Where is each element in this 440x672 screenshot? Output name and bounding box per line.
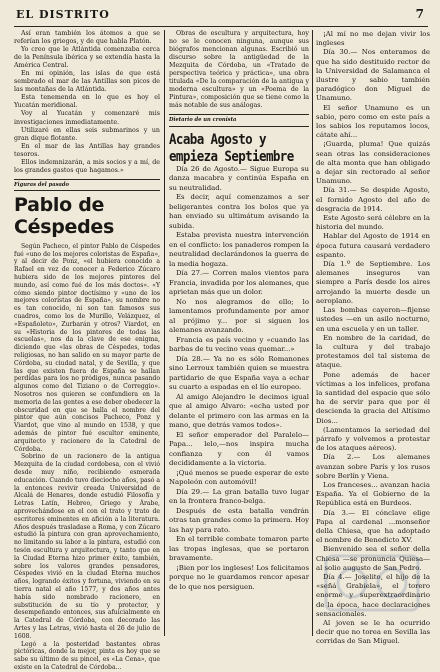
column-3: [316, 30, 430, 646]
paragraph: Al joven se le ha ocurrido decir que no torea en Sevilla las corridas de San Miguel.: [316, 619, 430, 646]
chronicle-continued: [316, 30, 430, 647]
article-title: Acaba Agosto y empieza Septiembre: [169, 129, 294, 165]
paragraph: Legó a la posteridad bastantes obras pictóricas, donde la mejor, pinta es hoy que se sabe su último de su pincel, es «La Cena», que existe en la Catedral de Córdoba...: [14, 640, 160, 671]
paragraph: Voy al Yucatán y comenzaré mis investigaciones inmediatamente.: [14, 110, 160, 126]
article-body: [169, 165, 309, 593]
paragraph: ¡Al mí no me dejan vivir los ingleses: [316, 30, 430, 48]
paragraph: Estaba prevista nuestra intervención en el conflicto: los panaderos rompen la neutralidad declarándonos la guerra de la media hogaza.: [169, 231, 309, 268]
page-number: 7: [415, 7, 424, 21]
paragraph: Los franceses... avanzan hacia España. Ya el Gobierno de la República está en Burdeos.: [316, 480, 430, 508]
paragraph: Hablar del Agosto de 1914 en época futura causará verdadero espanto.: [316, 232, 430, 259]
newspaper-title: EL DISTRITO: [16, 8, 110, 21]
paragraph: En el mar de las Antillas hay grandes tesoros.: [14, 142, 160, 158]
paragraph: Pone además de hacer víctimas a los infelices, profana la santidad del espacio que sólo ha de servir para que por él descienda la gracia del Altísimo Dios...: [316, 370, 430, 425]
paragraph: Sobrino de un racionero de la antigua Mezquita de la ciudad cordobesa, con el vivió desde muy niño, recibiendo esmerada educación. Cuando tuvo dieciocho años, pasó a la entonces revivir creada Universidad de Alcalá de Henares, donde estudió Filosofía y Letras Latín, Hebreo, Griego y Árabe, aprovechándose en el con el trato y trato de escritores eminentes en afición a la literatura. Años después trasladase a Roma, y con Zúcaro estudió la pintura con gran aprovechamiento, no limitando su labor a la pintura, estudió con tesón escultura y arquitectura, y tanto que en la Ciudad Eterna hizo primer éxito, también, sobre los valores grandes pensadores, Céspedes vivió en la ciudad Eterna muchos años, logrando éxitos y fortuna, viviendo en su tierra natal el año 1577, y dos años antes había sido nombrado racionero, en substitución de su tío y protector, y desempeñando entonces, sus afuicialmente en la Catedral de Córdoba, con decorado las Artes y las Letras, vivió hasta el 26 de julio de 1608.: [14, 453, 160, 640]
paragraph: Día 3.— El cónclave elige Papa al cardenal ...monseñor della Chiesa, que ha adoptado el nombre de Benedicto XV.: [316, 508, 430, 545]
paragraph: ¡Qué menos se puede esperar de este Napoleón con automóvil!: [169, 468, 309, 487]
paragraph: Al amigo Alejandro le decimos igual que al amigo Alvaro: «echa usted por delante el primero con las armas en la mano, que detrás vamos todos».: [169, 392, 309, 430]
paragraph: Francia es país vecino y «cuando las barbas de tu vecino veas quemar...»: [169, 335, 309, 354]
article-title: Pablo de Céspedes: [14, 193, 115, 238]
paragraph: Día 30.— Nos enteramos de que ha sido destituido rector de la Universidad de Salamanca el ilustre y sabio también paradógico don Miguel de Unamuno.: [316, 48, 430, 103]
paragraph: (Lamentamos la seriedad del párrafo y volvemos a protestar de los ataques aéreos).: [316, 425, 430, 453]
paragraph: Ellos indemnizarán, a mis socios y a mí, de los grandes gastos que hagamos.»: [14, 158, 160, 174]
paragraph: Este Agosto será célebre en la historia del mundo.: [316, 214, 430, 232]
paragraph: Obras de escultura y arquitectura, hoy no se le conocen ninguna, aunque sus biógrafos mencionan algunas. Escribió un discurso sobre la antigüedad de la Mezquita de Córdoba, un «Tratado de perspectiva teórica y práctica», una obra titulada «De la comparación de la antigua y moderna escultura» y un «Poema de la Pintura», composición que se tiene como la más notable de sus análogas.: [169, 30, 309, 110]
column-divider-2: [312, 30, 313, 636]
paragraph: Según Pacheco, el pintor Pablo de Céspedes fué «uno de los mejores coloristas de España», y al decir de Ponz, «el hubiera conocido a Rafael en vez de conocer a Federico Zúcaro hubiera sido de los mejores pintores del mundo, así como fué de los más doctos». «Y cómo siendo pintor doctísimo y «uno de los mejores coloristas de España», su nombre no es tan conocido, ni son tan famosos sus cuadros, como los de Murillo, Velázquez, el «Españoleto», Zurbarán y otros? Viardot, en su «Historia de los pintores de todas las escuelas», nos da la clave de ese enigma, diciendo que «las obras de Céspedes, todas religiosas, no han salido en su mayor parte de Córdoba, su ciudad natal, y de Sevilla, y que las que existen fuera de España se hallan perdidas para los no pródigos, nunca pasando algunos como del Tiziano o de Correggio». Nosotros nos quieren se confundiera en la memoria de las gentes a ese deber obedecer la obscuridad en que se halla el nombre del pintor que aún concisos Pacheco, Ponz y Viardot, que vino al mundo en 1538, y que además de pintor fué escultor eminente, arquitecto y racionero de la Catedral de Córdoba.: [14, 242, 160, 453]
paragraph: Bienvenido sea el señor della Chiesa —se pronuncia Quiesa— al solio augusto de San Pedro.: [316, 545, 430, 572]
paragraph: Después de esta batalla vendrán otras tan grandes como la primera. Hoy las hay para rato.: [169, 506, 309, 534]
header-rule: [14, 26, 428, 27]
paragraph: Día 4.— Joselito, el hijo de la «señá Grabiela», el torero enorme y superextraordinario de la época, hace declaraciones sensacionales.: [316, 572, 430, 618]
paragraph: Día 26 de Agosto.— Sigue Europa su danza macabra y continúa España en su neutralidad.: [169, 164, 309, 192]
column-1: [14, 30, 160, 671]
paragraph: ¡Guarda, pluma! Que quizás sean otras las consideraciones de alta monta que han obligado a dejar sin rectorado al señor Unamuno.: [316, 140, 430, 186]
continued-article: [169, 30, 309, 110]
intro-article: [14, 30, 160, 175]
paragraph: Esta tenemenda en lo que es hoy el Yucatán meridional.: [14, 94, 160, 110]
paragraph: Día 31.— Se despide Agosto, el fornido Agosto del año de desgracia de 1914.: [316, 186, 430, 213]
paragraph: Así eran también los átomos a que se referían los griegos, y de que habla Platón.: [14, 30, 160, 46]
article-body: [14, 243, 160, 672]
paragraph: No nos alegramos de ello; lo lamentamos profundamente por amor al prójimo y... por si siguen los alemanes avanzando.: [169, 297, 309, 335]
paragraph: Las bombas cayeron—fijense ustedes —en un asilo nocturno, en una escuela y en un taller.: [316, 306, 430, 333]
paragraph: Día 29.— La gran batalla tuvo lugar en la frontera franco-belga.: [169, 487, 309, 506]
paragraph: ¡Bien por los ingleses! Los felicitamos porque no le guardamos rencor apesar de lo que nos persiguen.: [169, 563, 309, 591]
page-header: [10, 6, 428, 26]
paragraph: Utilizaré en ellas seis submarinos y un gran dique flotante.: [14, 126, 160, 142]
section-label: Figuras del pasado: [14, 179, 160, 191]
paragraph: En nombre de la caridad, de la cultura y del trabajo protestamos del tal sistema de ataque.: [316, 333, 430, 370]
paragraph: El señor Unamuno es un sabio, pero como en este país a los sabios los reputamos locos, cátate ahí...: [316, 103, 430, 140]
paragraph: En el terrible combate tomaron parte las tropas inglesas, que se portaron bravamente.: [169, 535, 309, 563]
paragraph: Yo creo que le Atlántida comenzaba cerca de la Península ibérica y se extendía hasta la América Central.: [14, 46, 160, 70]
paragraph: Día 2.— Los alemanes avanzan sobre París y los rusos sobre Berlín y Viena.: [316, 453, 430, 480]
paragraph: Día 28.— Ya no es sólo Romanones sino Lerroux también quien se muestra partidario de que España vaya a echar su cuarto a espadas en el lío europeo.: [169, 354, 309, 392]
column-divider-1: [164, 30, 165, 636]
paragraph: Día 1.º de Septiembre. Los alemanes inseguros van siempre a París desde los aires arrojando la muerte desde un aeroplano.: [316, 260, 430, 305]
paragraph: Día 27.— Corren malos vientos para Francia, invadida por los alemanes, que aprietan más que un dolor.: [169, 269, 309, 297]
paragraph: El señor emperador del Paralelo—Papa... lelo,—nos inspira mucha confianza y con él vamos decididamente a la victoria.: [169, 430, 309, 468]
section-label: Dietario de un cronista: [169, 114, 309, 126]
paragraph: Es decir, aquí comenzamos a ser beligerantes contra los bolos que ya han enviado su ultimátum avisando la subida.: [169, 193, 309, 230]
paragraph: En mi opinión, las islas de que está sembrado el mar de las Antillas son picos de las montañas de la Atlántida.: [14, 70, 160, 94]
column-2: [169, 30, 309, 636]
